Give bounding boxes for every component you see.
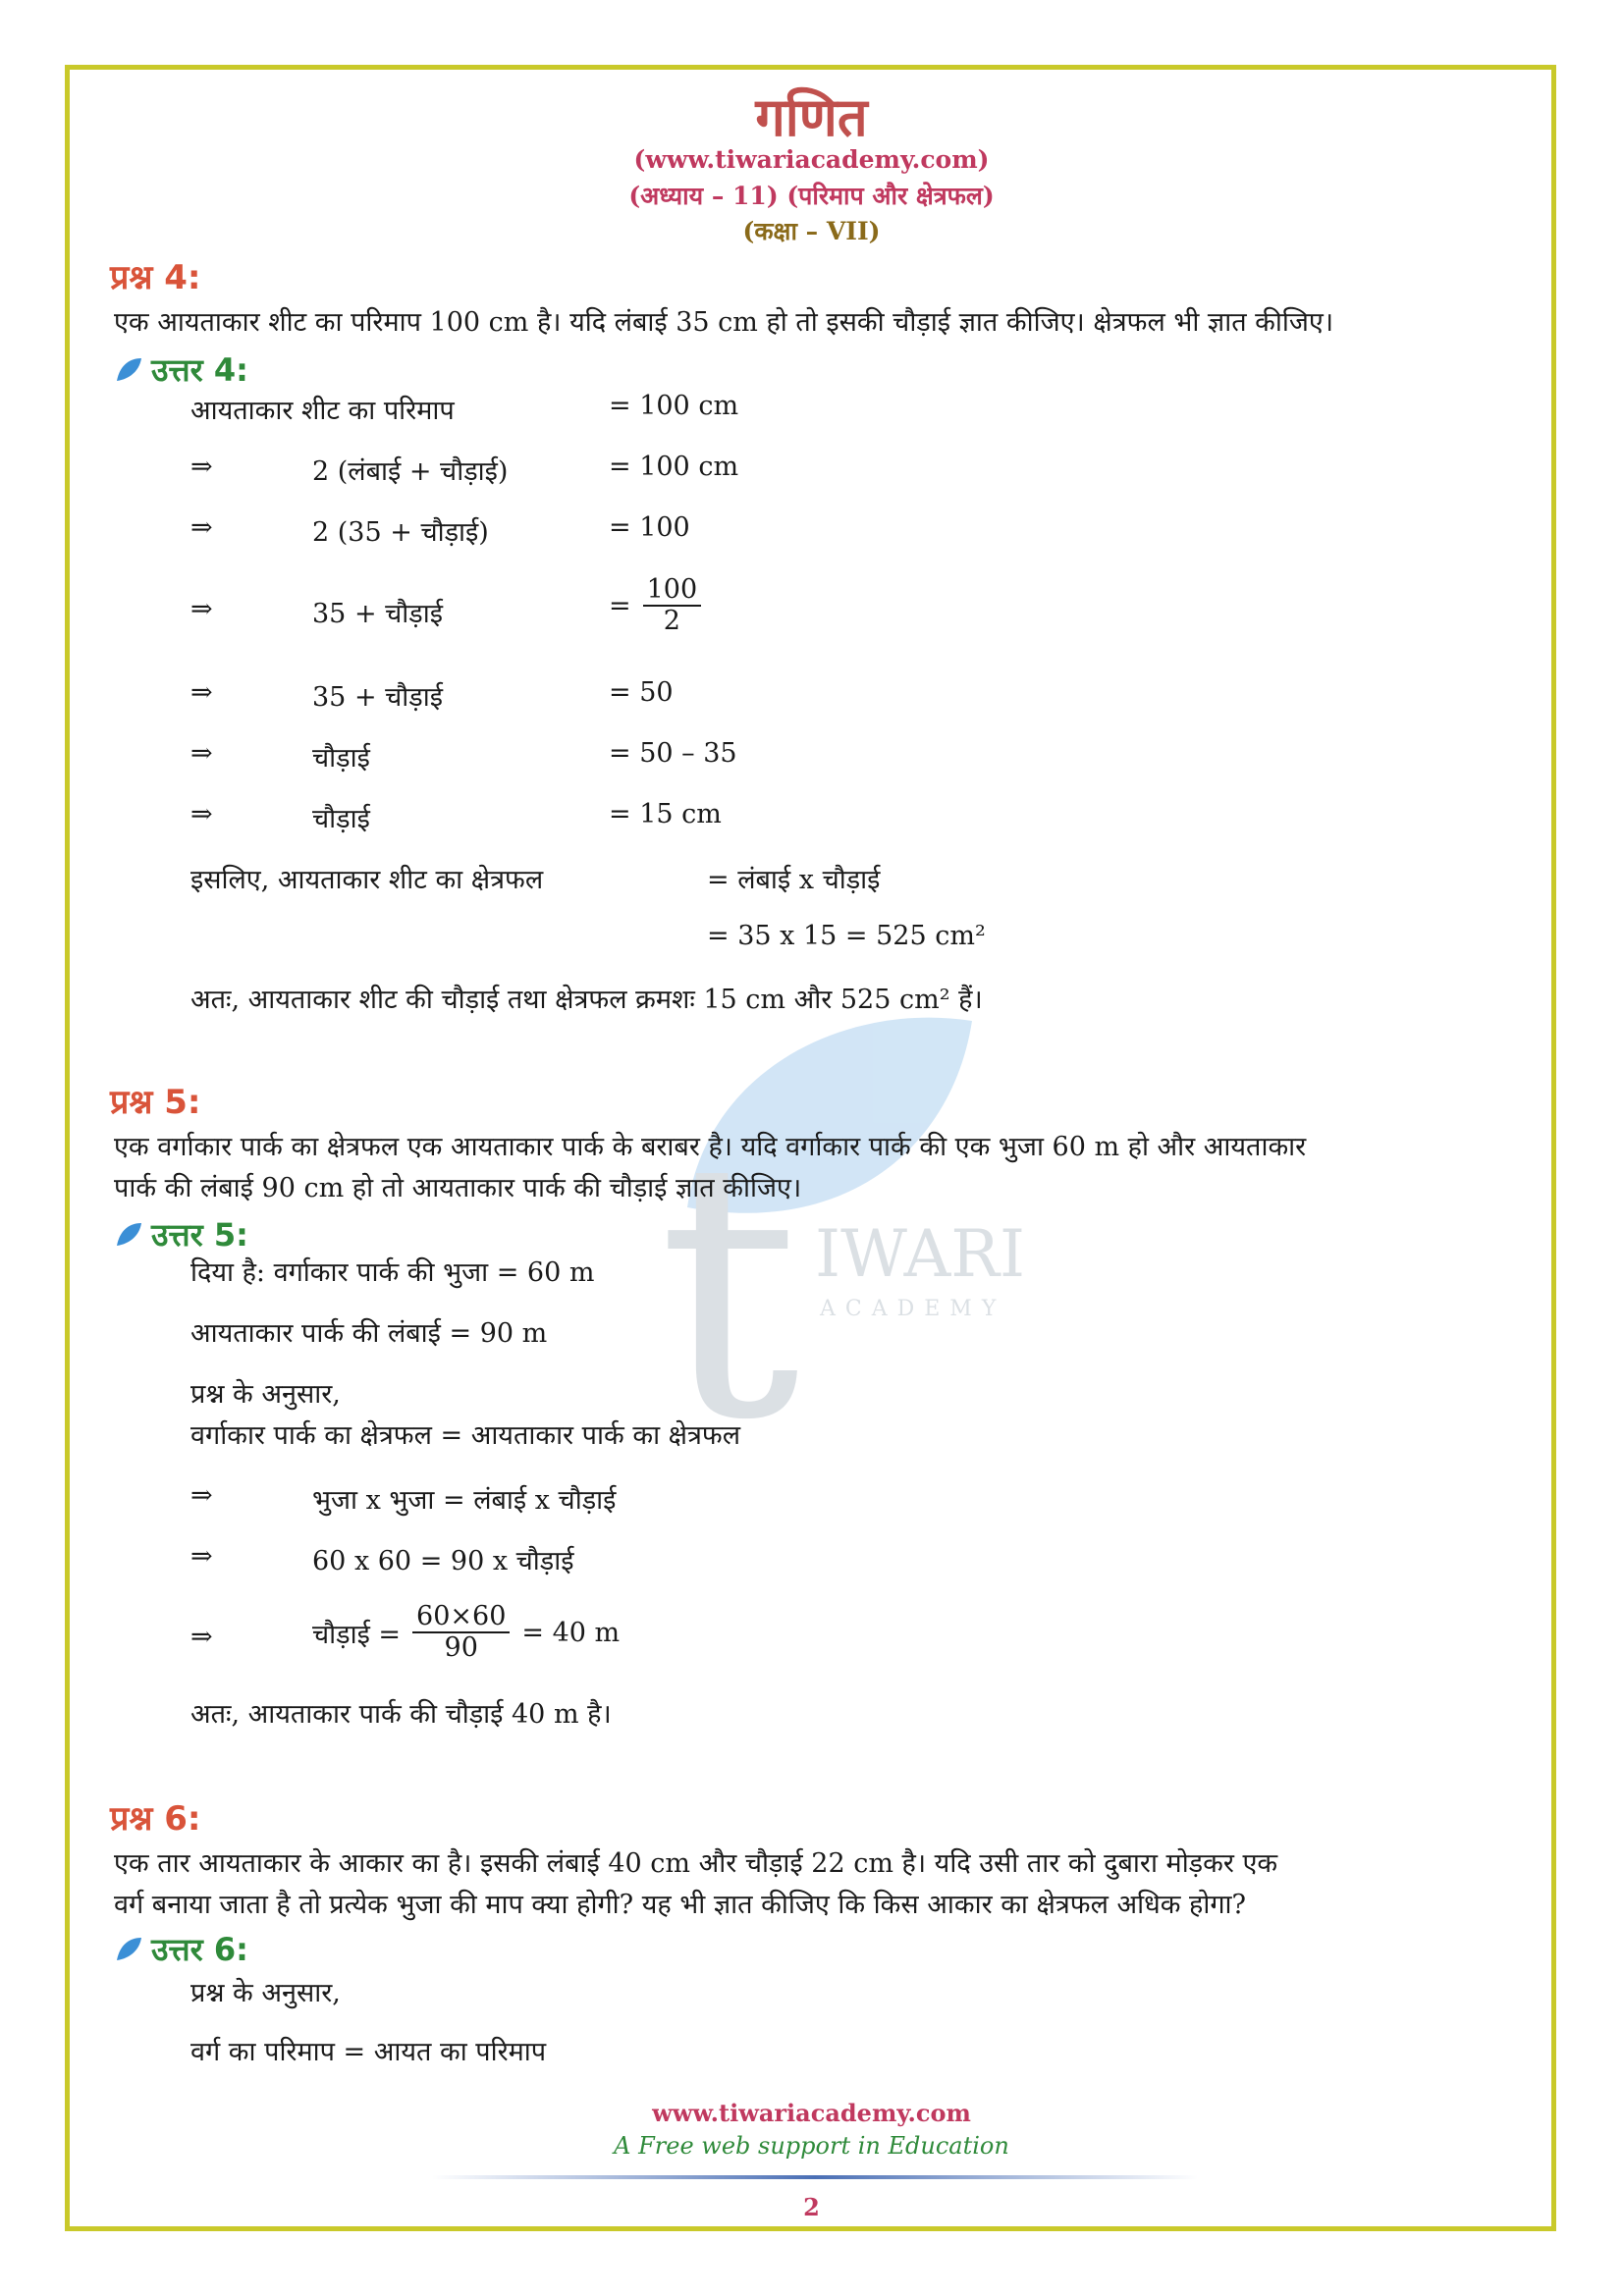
tiwari-leaf-icon <box>114 1220 143 1250</box>
header-site[interactable]: (www.tiwariacademy.com) <box>633 145 990 174</box>
tiwari-leaf-icon <box>114 1935 143 1964</box>
header-chapter: (अध्याय – 11) (परिमाप और क्षेत्रफल) <box>628 182 995 210</box>
q5-conclusion: अतः, आयताकार पार्क की चौड़ाई 40 m है। <box>190 1699 612 1730</box>
fraction-numerator: 60×60 <box>412 1602 510 1633</box>
page-title: गणित <box>755 85 868 148</box>
answer-6-label <box>114 1928 248 1970</box>
watermark-sub: ACADEMY <box>820 1297 1006 1321</box>
answer-4-label <box>114 348 248 391</box>
answer-5-label <box>114 1213 248 1255</box>
q4-line-4-arrow: ⇒ <box>190 594 213 624</box>
tiwari-watermark-logo <box>648 982 1026 1497</box>
q4-area-lhs: इसलिए, आयताकार शीट का क्षेत्रफल <box>190 865 544 895</box>
q5-step-2: 60 x 60 = 90 x चौड़ाई <box>312 1546 574 1576</box>
q4-line-4-rhs <box>609 575 701 636</box>
q4-line-2-arrow: ⇒ <box>190 452 213 482</box>
fraction <box>643 575 702 636</box>
q5-step-2-arrow: ⇒ <box>190 1541 213 1572</box>
question-6-text-line-1: एक तार आयताकार के आकार का है। इसकी लंबाई 40 cm और चौड़ाई 22 cm है। यदि उसी तार को दुबारा मोड़कर एक <box>114 1848 1278 1879</box>
answer-5-text: उत्तर 5: <box>151 1216 248 1254</box>
q4-conclusion: अतः, आयताकार शीट की चौड़ाई तथा क्षेत्रफल क्रमशः 15 cm और 525 cm² हैं। <box>190 985 983 1015</box>
q4-line-7-lhs: चौड़ाई <box>312 804 370 834</box>
q6-perimeter: वर्ग का परिमाप = आयत का परिमाप <box>190 2037 547 2067</box>
question-4-label: प्रश्न 4: <box>110 258 201 297</box>
question-6-text-line-2: वर्ग बनाया जाता है तो प्रत्येक भुजा की माप क्या होगी? यह भी ज्ञात कीजिए कि किस आकार का क्षेत्रफल अधिक होगा? <box>114 1890 1247 1920</box>
q4-line-3-rhs: = 100 <box>609 512 690 543</box>
question-4-text: एक आयताकार शीट का परिमाप 100 cm है। यदि लंबाई 35 cm हो तो इसकी चौड़ाई ज्ञात कीजिए। क्षेत्रफल भी ज्ञात कीजिए। <box>114 307 1334 338</box>
header-class: (कक्षा – VII) <box>742 217 881 245</box>
q4-area-rhs-1: = लंबाई x चौड़ाई <box>707 865 881 895</box>
q4-line-3-lhs: 2 (35 + चौड़ाई) <box>312 517 489 548</box>
q5-step-3-lhs: चौड़ाई = <box>312 1619 402 1650</box>
q4-line-3-arrow: ⇒ <box>190 512 213 543</box>
fraction-denominator: 90 <box>444 1632 478 1663</box>
q4-line-5-rhs: = 50 <box>609 677 674 708</box>
q5-according: प्रश्न के अनुसार, <box>190 1379 341 1410</box>
q4-line-1-lhs: आयताकार शीट का परिमाप <box>190 396 455 426</box>
question-5-text-line-1: एक वर्गाकार पार्क का क्षेत्रफल एक आयताकार पार्क के बराबर है। यदि वर्गाकार पार्क की एक भुजा 60 m हो और आयताकार <box>114 1132 1307 1162</box>
watermark-word: IWARI <box>815 1216 1026 1292</box>
fraction-numerator: 100 <box>643 575 702 607</box>
page-number: 2 <box>803 2193 820 2221</box>
fraction-denominator: 2 <box>663 606 680 636</box>
q4-line-2-rhs: = 100 cm <box>609 452 739 482</box>
question-5-text-line-2: पार्क की लंबाई 90 cm हो तो आयताकार पार्क की चौड़ाई ज्ञात कीजिए। <box>114 1173 802 1203</box>
q4-line-5-lhs: 35 + चौड़ाई <box>312 682 443 713</box>
footer-tagline: A Free web support in Education <box>614 2132 1009 2160</box>
q4-line-1-rhs: = 100 cm <box>609 391 739 421</box>
q5-length: आयताकार पार्क की लंबाई = 90 m <box>190 1318 548 1349</box>
q5-given: दिया है: वर्गाकार पार्क की भुजा = 60 m <box>190 1257 595 1288</box>
q5-step-3 <box>312 1602 620 1663</box>
q5-step-1-arrow: ⇒ <box>190 1480 213 1511</box>
q4-line-6-lhs: चौड़ाई <box>312 743 370 774</box>
q5-step-3-arrow: ⇒ <box>190 1622 213 1652</box>
q4-line-7-rhs: = 15 cm <box>609 799 722 829</box>
q5-step-1: भुजा x भुजा = लंबाई x चौड़ाई <box>312 1485 617 1516</box>
q4-line-7-arrow: ⇒ <box>190 799 213 829</box>
q4-line-6-rhs: = 50 – 35 <box>609 738 737 769</box>
tiwari-leaf-icon <box>114 355 143 385</box>
q6-according: प्रश्न के अनुसार, <box>190 1978 341 2008</box>
watermark-letter: t <box>658 1086 800 1497</box>
q5-equal-area: वर्गाकार पार्क का क्षेत्रफल = आयताकार पार्क का क्षेत्रफल <box>190 1420 741 1451</box>
answer-6-text: उत्तर 6: <box>151 1931 248 1968</box>
q4-line-6-arrow: ⇒ <box>190 738 213 769</box>
q4-area-rhs-2: = 35 x 15 = 525 cm² <box>707 921 986 951</box>
footer-divider <box>432 2175 1198 2179</box>
q4-line-4-lhs: 35 + चौड़ाई <box>312 599 443 629</box>
question-6-label: प्रश्न 6: <box>110 1799 201 1839</box>
answer-4-text: उत्तर 4: <box>151 351 248 389</box>
equals-sign: = <box>609 590 631 621</box>
footer-site-link[interactable]: www.tiwariacademy.com <box>652 2099 971 2127</box>
q4-line-5-arrow: ⇒ <box>190 677 213 708</box>
q4-line-2-lhs: 2 (लंबाई + चौड़ाई) <box>312 456 509 487</box>
q5-step-3-rhs: = 40 m <box>521 1617 621 1648</box>
question-5-label: प्रश्न 5: <box>110 1083 201 1122</box>
fraction <box>412 1602 510 1663</box>
